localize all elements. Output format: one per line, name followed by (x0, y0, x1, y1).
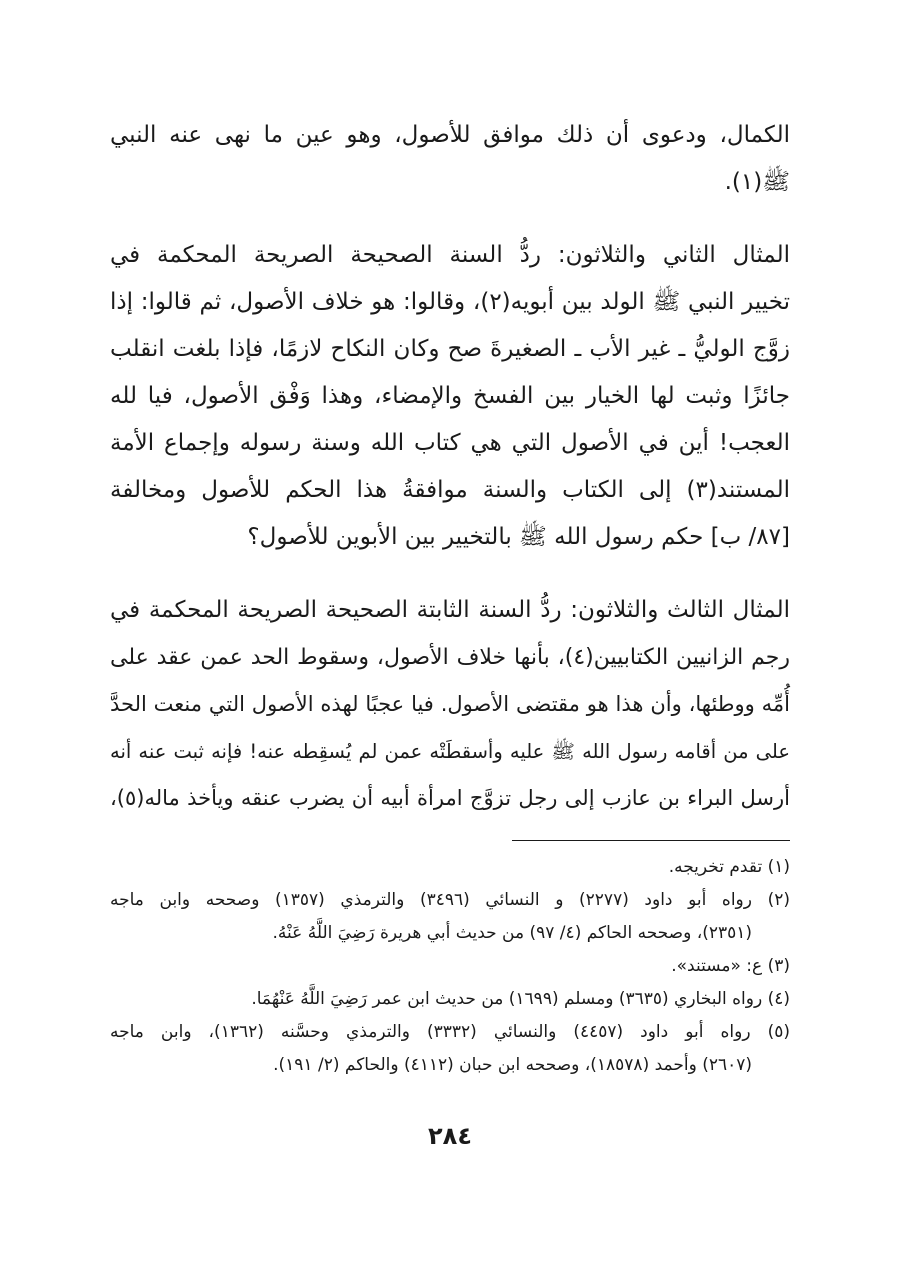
footnote: (٤) رواه البخاري (٣٦٣٥) ومسلم (١٦٩٩) من حديث ابن عمر رَضِيَ اللَّهُ عَنْهُمَا. (251, 989, 790, 1009)
footnote: (٢) رواه أبو داود (٢٢٧٧) و النسائي (٣٤٩٦) والترمذي (١٣٥٧) وصححه وابن ماجه (110, 890, 790, 910)
text-line: رجم الزانيين الكتابيين(٤)، بأنها خلاف الأصول، وسقوط الحد عمن عقد على (110, 645, 790, 670)
text-line: المستند(٣) إلى الكتاب والسنة موافقةُ هذا الحكم للأصول ومخالفة (110, 477, 790, 503)
footnote: (٣) ع: «مستند». (671, 956, 790, 976)
text-line: المثال الثالث والثلاثون: ردُّ السنة الثابتة الصحيحة الصريحة المحكمة في (110, 597, 790, 623)
footnote: (٢٣٥١)، وصححه الحاكم (٤/ ٩٧) من حديث أبي هريرة رَضِيَ اللَّهُ عَنْهُ. (272, 923, 752, 943)
text-line: على من أقامه رسول الله ﷺ عليه وأسقطَتْه عمن لم يُسقِطه عنه! فإنه ثبت عنه أنه (110, 740, 790, 763)
text-line: المثال الثاني والثلاثون: ردُّ السنة الصحيحة الصريحة المحكمة في (110, 242, 790, 268)
footnote-divider (512, 840, 790, 841)
text-line: تخيير النبي ﷺ الولد بين أبويه(٢)، وقالوا: هو خلاف الأصول، ثم قالوا: إذا (110, 289, 790, 315)
footnote: (٥) رواه أبو داود (٤٤٥٧) والنسائي (٣٣٣٢) والترمذي وحسَّنه (١٣٦٢)، وابن ماجه (110, 1022, 790, 1042)
text-line: [٨٧/ ب] حكم رسول الله ﷺ بالتخيير بين الأبوين للأصول؟ (247, 524, 790, 550)
text-line: زوَّج الوليُّ ـ غير الأب ـ الصغيرةَ صح وكان النكاح لازمًا، فإذا بلغت انقلب (110, 336, 790, 362)
footnote: (١) تقدم تخريجه. (668, 857, 790, 877)
footnote: (٢٦٠٧) وأحمد (١٨٥٧٨)، وصححه ابن حبان (٤١١٢) والحاكم (٢/ ١٩١). (273, 1055, 752, 1075)
text-line: أُمِّه ووطئها، وأن هذا هو مقتضى الأصول. فيا عجبًا لهذه الأصول التي منعت الحدَّ (110, 692, 790, 716)
text-line: جائزًا وثبت لها الخيار بين الفسخ والإمضاء، وهذا وَفْق الأصول، فيا لله (110, 383, 790, 409)
text-line: الكمال، ودعوى أن ذلك موافق للأصول، وهو عين ما نهى عنه النبي (110, 122, 790, 148)
text-line: أرسل البراء بن عازب إلى رجل تزوَّج امرأة أبيه أن يضرب عنقه ويأخذ ماله(٥)، (110, 786, 790, 810)
page-number: ٢٨٤ (428, 1122, 472, 1150)
main-text (110, 112, 790, 822)
text-line: ﷺ(١). (724, 169, 790, 195)
text-line: العجب! أين في الأصول التي هي كتاب الله وسنة رسوله وإجماع الأمة (110, 430, 790, 456)
footnotes (110, 840, 790, 1082)
